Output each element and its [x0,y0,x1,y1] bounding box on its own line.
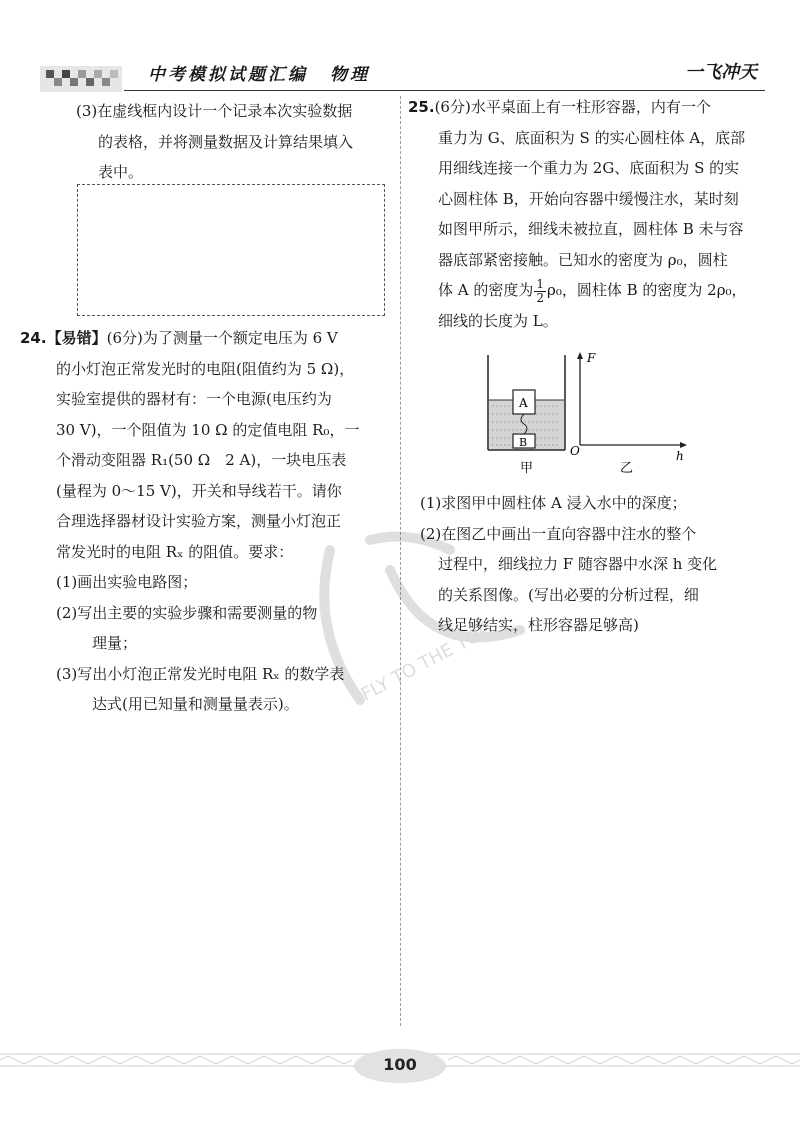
q24-number: 24. [20,329,47,347]
q24-part-2: (2)写出主要的实验步骤和需要测量的物 [56,603,318,622]
q25-line-1 [408,92,780,123]
answer-table-box[interactable] [77,184,385,316]
q24-line-2: 的小灯泡正常发光时的电阻(阻值约为 5 Ω)， [56,359,355,378]
q24-part-2-cont: 理量； [92,634,138,652]
q23-part3-line-2: 的表格，并将测量数据及计算结果填入 [98,132,354,151]
q24-line-7: 合理选择器材设计实验方案，测量小灯泡正 [56,512,342,530]
cylinder-b-label: B [519,436,528,449]
page-header [40,48,765,96]
watermark-text: FLY TO THE TOP [357,619,495,706]
q25-line-4: 心圆柱体 B，开始向容器中缓慢注水，某时刻 [438,189,739,208]
q23-part3-num: (3) [76,102,98,120]
q24-tag: 【易错】 [46,329,107,347]
q25-line-8: 细线的长度为 L。 [438,311,558,330]
q25-number: 25. [408,98,435,116]
origin-label: O [570,444,580,458]
header-series-title: 中考模拟试题汇编 [148,65,308,85]
q25-text-7b: ρ₀，圆柱体 B 的密度为 2ρ₀， [547,281,747,299]
fraction-numerator: 1 [536,276,545,291]
q24-line-1 [20,323,395,354]
q24-part-3-cont: 达式(用已知量和测量量表示)。 [92,695,299,713]
q25-block [408,92,780,336]
axis-f-label: F [587,351,596,365]
header-subject: 物理 [330,65,370,85]
q25-figure [480,350,700,485]
q23-part3-line-1: 在虚线框内设计一个记录本次实验数据 [97,102,353,120]
q23-part3-line-3: 表中。 [98,163,144,181]
q25-line-5: 如图甲所示，细线未被拉直，圆柱体 B 未与容 [438,220,744,238]
page-number: 100 [383,1055,417,1074]
header-rule [124,90,765,91]
graph-yi[interactable] [570,351,687,476]
q24-part-3: (3)写出小灯泡正常发光时电阻 Rₓ 的数学表 [56,664,345,683]
caption-yi: 乙 [620,461,634,476]
q24-line-4: 30 V)，一个阻值为 10 Ω 的定值电阻 R₀，一 [56,420,360,439]
watermark-logo [300,510,560,730]
q24-text-1: (6分)为了测量一个额定电压为 6 V [106,329,338,347]
q25-text-7a: 体 A 的密度为 [438,281,534,299]
container-jia [488,355,565,476]
q25-part-2-line-3: 的关系图像。(写出必要的分析过程，细 [438,585,699,604]
header-title [148,60,370,85]
q25-part-2-line-4: 线足够结实，柱形容器足够高) [438,616,639,634]
q24-line-3: 实验室提供的器材有：一个电源(电压约为 [56,390,332,408]
q25-text-1: (6分)水平桌面上有一柱形容器，内有一个 [434,98,711,116]
q24-line-5: 个滑动变阻器 R₁(50 Ω 2 A)，一块电压表 [56,451,347,469]
q25-line-2: 重力为 G、底面积为 S 的实心圆柱体 A，底部 [438,128,746,147]
axis-h-label: h [676,449,684,463]
q25-line-3: 用细线连接一个重力为 2G、底面积为 S 的实 [438,159,740,177]
fraction-denominator: 2 [536,290,545,305]
q24-line-8: 常发光时的电阻 Rₓ 的阻值。要求： [56,542,294,561]
q24-line-6: (量程为 0～15 V)，开关和导线若干。请你 [56,481,342,500]
checker-decoration-icon [40,58,122,92]
q25-part-2-line-2: 过程中，细线拉力 F 随容器中水深 h 变化 [438,555,718,573]
q25-part-1: (1)求图甲中圆柱体 A 浸入水中的深度； [420,494,687,512]
q24-part-1: (1)画出实验电路图； [56,573,198,591]
q23-part3 [58,96,393,127]
header-brand: 一飞冲天 [685,62,757,83]
q25-line-6: 器底部紧密接触。已知水的密度为 ρ₀，圆柱 [438,250,728,269]
caption-jia: 甲 [520,461,534,476]
cylinder-a-label: A [519,396,528,410]
q25-line-7 [408,275,780,306]
left-column [58,96,393,188]
half-fraction [534,278,546,305]
q25-part-2: (2)在图乙中画出一直向容器中注水的整个 [420,524,697,543]
